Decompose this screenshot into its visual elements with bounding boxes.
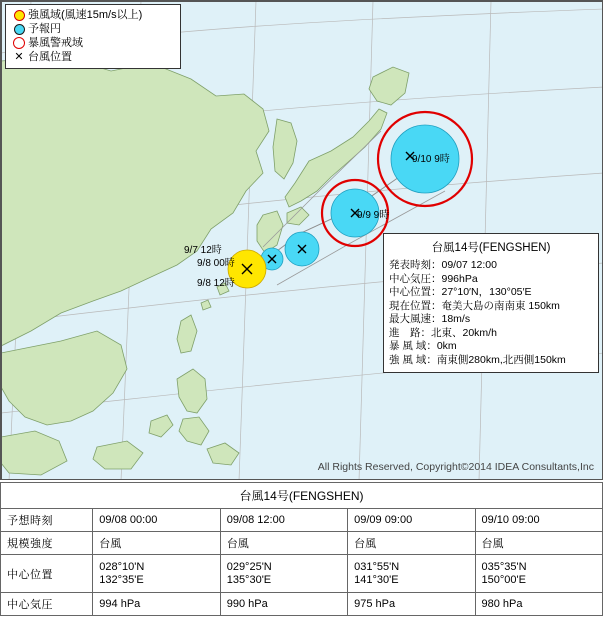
info-row-value: 18m/s	[441, 313, 471, 325]
info-row	[389, 313, 593, 327]
table-title: 台風14号(FENGSHEN)	[1, 483, 603, 509]
table-row	[1, 532, 603, 555]
info-row	[389, 273, 593, 287]
row-label-center-pressure: 中心気圧	[1, 593, 93, 616]
info-row-value: 奄美大島の南南東 150km	[441, 299, 560, 312]
cell-latitude: 029°25'N	[226, 560, 272, 573]
info-row	[389, 327, 593, 341]
cell-latitude: 031°55'N	[354, 560, 400, 573]
info-row-label: 中心位置：	[389, 286, 442, 298]
cell-position	[475, 555, 602, 593]
cell-scale: 台風	[348, 532, 475, 555]
cell-longitude: 150°00'E	[481, 573, 526, 586]
cell-pressure: 980 hPa	[475, 593, 602, 616]
map-label-time: 9/9 9時	[357, 210, 390, 221]
info-row-label: 中心気圧：	[389, 272, 442, 285]
row-label-scale: 規模強度	[1, 532, 93, 555]
legend-label: 暴風警戒域	[28, 36, 83, 49]
info-row-value: 南東側280km,北西側150km	[436, 353, 566, 366]
table-title-row	[1, 483, 603, 509]
info-row	[389, 354, 593, 368]
info-row-value: 996hPa	[441, 272, 478, 285]
row-label-forecast-time: 予想時刻	[1, 509, 93, 532]
cell-latitude: 035°35'N	[481, 560, 527, 573]
info-row-label: 暴 風 域：	[389, 340, 437, 352]
cell-latitude: 028°10'N	[99, 560, 145, 573]
map-label-time: 9/8 12時	[197, 278, 235, 289]
map-legend	[5, 4, 181, 69]
info-row-label: 強 風 域：	[389, 353, 437, 366]
x-mark-icon: ✕	[14, 51, 24, 64]
legend-item	[10, 50, 176, 64]
cell-longitude: 135°30'E	[226, 573, 272, 586]
legend-label: 強風域(風速15m/s以上)	[28, 8, 143, 21]
table-row	[1, 555, 603, 593]
info-row-value: 27°10′N，130°05′E	[441, 286, 532, 298]
row-label-center-position: 中心位置	[1, 555, 93, 593]
cell-time: 09/08 12:00	[220, 509, 347, 532]
cell-scale: 台風	[475, 532, 602, 555]
table-row	[1, 509, 603, 532]
map-label-time: 9/10 9時	[412, 154, 450, 165]
info-row	[389, 259, 593, 273]
map-label-time: 9/7 12時	[184, 245, 222, 256]
cyan-filled-circle-icon	[10, 23, 28, 35]
legend-item	[10, 22, 176, 36]
info-row	[389, 286, 593, 300]
cell-scale: 台風	[220, 532, 347, 555]
cell-longitude: 141°30'E	[354, 573, 399, 586]
info-row-label: 最大風速：	[389, 313, 442, 325]
info-row-value: 0km	[436, 340, 457, 352]
info-row	[389, 300, 593, 314]
table-row	[1, 593, 603, 616]
forecast-table	[0, 482, 603, 616]
typhoon-info-panel	[383, 233, 599, 373]
cell-time: 09/10 09:00	[475, 509, 602, 532]
red-ring-icon	[10, 37, 28, 49]
cell-longitude: 132°35'E	[99, 573, 144, 586]
legend-label: 予報円	[28, 22, 61, 35]
info-title: 台風14号(FENGSHEN)	[431, 242, 551, 254]
forecast-table-wrapper	[0, 482, 603, 637]
info-row-label: 発表時刻：	[389, 259, 442, 271]
legend-label: 台風位置	[28, 50, 72, 63]
cell-pressure: 975 hPa	[348, 593, 475, 616]
yellow-filled-circle-icon	[10, 9, 28, 21]
cell-pressure: 990 hPa	[220, 593, 347, 616]
map-label-time: 9/8 00時	[197, 258, 235, 269]
legend-item	[10, 8, 176, 22]
legend-item	[10, 36, 176, 50]
cell-position	[348, 555, 475, 593]
copyright-text: All Rights Reserved, Copyright©2014 IDEA Consultants,Inc	[317, 461, 594, 473]
cell-scale: 台風	[93, 532, 220, 555]
info-row-value: 09/07 12:00	[441, 259, 497, 271]
cell-position	[93, 555, 220, 593]
cell-time: 09/09 09:00	[348, 509, 475, 532]
info-row	[389, 340, 593, 354]
cell-pressure: 994 hPa	[93, 593, 220, 616]
cell-position	[220, 555, 347, 593]
cell-time: 09/08 00:00	[93, 509, 220, 532]
info-row-value: 北東、20km/h	[431, 326, 497, 339]
info-row-label: 進 路：	[389, 326, 431, 339]
info-row-label: 現在位置：	[389, 299, 442, 312]
